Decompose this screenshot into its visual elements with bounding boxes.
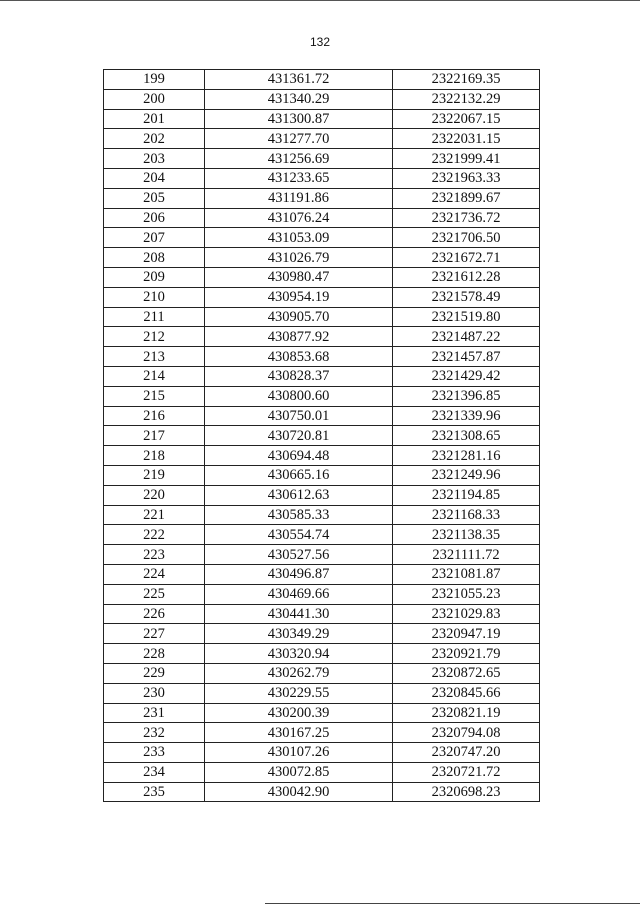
point-number-cell: 204 [104, 168, 205, 188]
point-number-cell: 219 [104, 465, 205, 485]
table-row [104, 465, 540, 485]
x-coordinate-cell: 430877.92 [205, 327, 393, 347]
table-row [104, 327, 540, 347]
y-coordinate-cell: 2320821.19 [393, 703, 540, 723]
point-number-cell: 217 [104, 426, 205, 446]
y-coordinate-cell: 2320721.72 [393, 762, 540, 782]
x-coordinate-cell: 430905.70 [205, 307, 393, 327]
table-row [104, 287, 540, 307]
x-coordinate-cell: 431053.09 [205, 228, 393, 248]
point-number-cell: 220 [104, 485, 205, 505]
table-row [104, 644, 540, 664]
y-coordinate-cell: 2321081.87 [393, 564, 540, 584]
table-row [104, 248, 540, 268]
x-coordinate-cell: 430469.66 [205, 584, 393, 604]
x-coordinate-cell: 430750.01 [205, 406, 393, 426]
x-coordinate-cell: 430229.55 [205, 683, 393, 703]
x-coordinate-cell: 430107.26 [205, 743, 393, 763]
table-row [104, 624, 540, 644]
coordinates-table-body [104, 70, 540, 802]
y-coordinate-cell: 2320845.66 [393, 683, 540, 703]
table-row [104, 386, 540, 406]
x-coordinate-cell: 430527.56 [205, 545, 393, 565]
y-coordinate-cell: 2320698.23 [393, 782, 540, 802]
point-number-cell: 203 [104, 149, 205, 169]
x-coordinate-cell: 430800.60 [205, 386, 393, 406]
x-coordinate-cell: 431340.29 [205, 89, 393, 109]
table-row [104, 505, 540, 525]
table-row [104, 307, 540, 327]
point-number-cell: 233 [104, 743, 205, 763]
table-row [104, 604, 540, 624]
y-coordinate-cell: 2321612.28 [393, 267, 540, 287]
table-row [104, 545, 540, 565]
x-coordinate-cell: 430200.39 [205, 703, 393, 723]
coordinates-table [103, 69, 540, 802]
table-row [104, 426, 540, 446]
y-coordinate-cell: 2321672.71 [393, 248, 540, 268]
page-number: 132 [309, 35, 331, 49]
y-coordinate-cell: 2321457.87 [393, 347, 540, 367]
bottom-border-line [265, 903, 640, 904]
x-coordinate-cell: 430694.48 [205, 446, 393, 466]
point-number-cell: 232 [104, 723, 205, 743]
table-row [104, 188, 540, 208]
table-row [104, 564, 540, 584]
x-coordinate-cell: 430612.63 [205, 485, 393, 505]
point-number-cell: 215 [104, 386, 205, 406]
point-number-cell: 218 [104, 446, 205, 466]
x-coordinate-cell: 430042.90 [205, 782, 393, 802]
point-number-cell: 211 [104, 307, 205, 327]
y-coordinate-cell: 2321963.33 [393, 168, 540, 188]
table-row [104, 366, 540, 386]
table-row [104, 446, 540, 466]
table-row [104, 406, 540, 426]
x-coordinate-cell: 430720.81 [205, 426, 393, 446]
point-number-cell: 208 [104, 248, 205, 268]
x-coordinate-cell: 430441.30 [205, 604, 393, 624]
table-row [104, 109, 540, 129]
point-number-cell: 214 [104, 366, 205, 386]
y-coordinate-cell: 2321249.96 [393, 465, 540, 485]
x-coordinate-cell: 431361.72 [205, 70, 393, 90]
y-coordinate-cell: 2320747.20 [393, 743, 540, 763]
point-number-cell: 222 [104, 525, 205, 545]
y-coordinate-cell: 2321281.16 [393, 446, 540, 466]
table-row [104, 743, 540, 763]
x-coordinate-cell: 431256.69 [205, 149, 393, 169]
y-coordinate-cell: 2320947.19 [393, 624, 540, 644]
point-number-cell: 205 [104, 188, 205, 208]
y-coordinate-cell: 2321429.42 [393, 366, 540, 386]
point-number-cell: 212 [104, 327, 205, 347]
point-number-cell: 226 [104, 604, 205, 624]
x-coordinate-cell: 430167.25 [205, 723, 393, 743]
table-row [104, 89, 540, 109]
y-coordinate-cell: 2321899.67 [393, 188, 540, 208]
y-coordinate-cell: 2322132.29 [393, 89, 540, 109]
table-row [104, 663, 540, 683]
table-row [104, 168, 540, 188]
y-coordinate-cell: 2320921.79 [393, 644, 540, 664]
point-number-cell: 206 [104, 208, 205, 228]
x-coordinate-cell: 430954.19 [205, 287, 393, 307]
x-coordinate-cell: 430262.79 [205, 663, 393, 683]
x-coordinate-cell: 430853.68 [205, 347, 393, 367]
y-coordinate-cell: 2321029.83 [393, 604, 540, 624]
x-coordinate-cell: 431233.65 [205, 168, 393, 188]
point-number-cell: 199 [104, 70, 205, 90]
point-number-cell: 234 [104, 762, 205, 782]
y-coordinate-cell: 2321308.65 [393, 426, 540, 446]
table-row [104, 485, 540, 505]
x-coordinate-cell: 430980.47 [205, 267, 393, 287]
point-number-cell: 224 [104, 564, 205, 584]
table-row [104, 762, 540, 782]
y-coordinate-cell: 2322169.35 [393, 70, 540, 90]
y-coordinate-cell: 2321578.49 [393, 287, 540, 307]
y-coordinate-cell: 2320794.08 [393, 723, 540, 743]
y-coordinate-cell: 2322031.15 [393, 129, 540, 149]
point-number-cell: 209 [104, 267, 205, 287]
x-coordinate-cell: 430554.74 [205, 525, 393, 545]
x-coordinate-cell: 430828.37 [205, 366, 393, 386]
table-row [104, 723, 540, 743]
top-border-line [0, 0, 640, 1]
x-coordinate-cell: 431191.86 [205, 188, 393, 208]
table-row [104, 683, 540, 703]
table-row [104, 228, 540, 248]
table-row [104, 149, 540, 169]
point-number-cell: 225 [104, 584, 205, 604]
table-row [104, 347, 540, 367]
point-number-cell: 201 [104, 109, 205, 129]
x-coordinate-cell: 430665.16 [205, 465, 393, 485]
table-row [104, 129, 540, 149]
point-number-cell: 230 [104, 683, 205, 703]
y-coordinate-cell: 2321999.41 [393, 149, 540, 169]
x-coordinate-cell: 430320.94 [205, 644, 393, 664]
y-coordinate-cell: 2321339.96 [393, 406, 540, 426]
y-coordinate-cell: 2320872.65 [393, 663, 540, 683]
point-number-cell: 213 [104, 347, 205, 367]
point-number-cell: 202 [104, 129, 205, 149]
table-row [104, 703, 540, 723]
x-coordinate-cell: 430585.33 [205, 505, 393, 525]
point-number-cell: 223 [104, 545, 205, 565]
point-number-cell: 229 [104, 663, 205, 683]
y-coordinate-cell: 2322067.15 [393, 109, 540, 129]
table-row [104, 782, 540, 802]
table-row [104, 70, 540, 90]
point-number-cell: 235 [104, 782, 205, 802]
y-coordinate-cell: 2321138.35 [393, 525, 540, 545]
point-number-cell: 216 [104, 406, 205, 426]
point-number-cell: 227 [104, 624, 205, 644]
x-coordinate-cell: 430349.29 [205, 624, 393, 644]
x-coordinate-cell: 431300.87 [205, 109, 393, 129]
point-number-cell: 221 [104, 505, 205, 525]
point-number-cell: 228 [104, 644, 205, 664]
table-row [104, 525, 540, 545]
y-coordinate-cell: 2321519.80 [393, 307, 540, 327]
y-coordinate-cell: 2321706.50 [393, 228, 540, 248]
y-coordinate-cell: 2321168.33 [393, 505, 540, 525]
y-coordinate-cell: 2321736.72 [393, 208, 540, 228]
table-row [104, 267, 540, 287]
y-coordinate-cell: 2321111.72 [393, 545, 540, 565]
x-coordinate-cell: 431277.70 [205, 129, 393, 149]
x-coordinate-cell: 430072.85 [205, 762, 393, 782]
point-number-cell: 210 [104, 287, 205, 307]
table-row [104, 584, 540, 604]
y-coordinate-cell: 2321055.23 [393, 584, 540, 604]
y-coordinate-cell: 2321194.85 [393, 485, 540, 505]
point-number-cell: 231 [104, 703, 205, 723]
table-row [104, 208, 540, 228]
x-coordinate-cell: 431026.79 [205, 248, 393, 268]
point-number-cell: 207 [104, 228, 205, 248]
x-coordinate-cell: 430496.87 [205, 564, 393, 584]
y-coordinate-cell: 2321487.22 [393, 327, 540, 347]
point-number-cell: 200 [104, 89, 205, 109]
y-coordinate-cell: 2321396.85 [393, 386, 540, 406]
x-coordinate-cell: 431076.24 [205, 208, 393, 228]
